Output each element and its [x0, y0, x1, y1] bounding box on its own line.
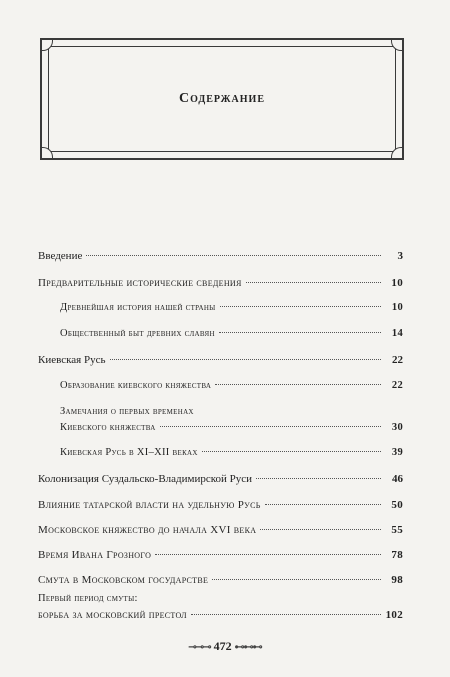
- toc-entry-page: 22: [392, 354, 403, 366]
- dot-leader: [246, 281, 381, 283]
- page-title: Содержание: [178, 91, 266, 106]
- dot-leader: [260, 528, 381, 530]
- toc-entry-title: Введение: [38, 250, 83, 262]
- toc-entry-page: 50: [391, 499, 403, 511]
- frame-corner-ornament: [391, 147, 402, 158]
- toc-subentry: [60, 380, 403, 391]
- toc-entry-page: 30: [391, 422, 403, 433]
- frame-corner-ornament: [42, 40, 53, 51]
- toc-entry: [38, 499, 403, 511]
- dot-leader: [155, 553, 381, 555]
- dot-leader: [215, 383, 381, 385]
- toc-entry-page: 22: [391, 380, 403, 391]
- toc-entry-page: 10: [391, 277, 403, 289]
- dot-leader: [256, 477, 381, 479]
- toc-entry-page: 39: [391, 447, 403, 458]
- frame-corner-ornament: [391, 40, 402, 51]
- toc-entry-title: Образование киевского княжества: [60, 380, 212, 391]
- toc-entry: [38, 549, 403, 561]
- toc-entry-title: Киевская Русь: [38, 354, 106, 366]
- toc-subentry: [60, 328, 403, 339]
- toc-entry: [38, 354, 403, 366]
- toc-entry-page: 10: [391, 302, 403, 313]
- title-frame-inner: [48, 46, 396, 152]
- toc-entry-page: 14: [391, 328, 403, 339]
- toc-entry-page: 78: [391, 549, 403, 561]
- dot-leader: [219, 331, 381, 333]
- toc-entry-title: Общественный быт древних славян: [60, 328, 215, 339]
- dot-leader: [212, 578, 381, 580]
- toc-subentry: [60, 447, 403, 458]
- toc-subentry: [60, 302, 403, 313]
- dot-leader: [202, 450, 381, 452]
- toc-entry-title: борьба за московский престол: [38, 609, 187, 621]
- dot-leader: [86, 254, 381, 256]
- ornament-right-icon: ⊷⊷⊷: [234, 642, 262, 653]
- page-number: 472: [213, 639, 232, 653]
- page-footer: [0, 639, 450, 654]
- toc-subentry: [60, 422, 403, 433]
- toc-entry-title: Киевского княжества: [60, 422, 156, 433]
- toc-entry-title-line1: Замечания о первых временах: [60, 406, 194, 417]
- ornament-left-icon: ⊸⊸⊸: [188, 642, 211, 653]
- toc-entry: [38, 524, 403, 536]
- toc-entry: [38, 250, 403, 262]
- dot-leader: [191, 613, 381, 615]
- dot-leader: [160, 425, 381, 427]
- toc-entry: [38, 277, 403, 289]
- dot-leader: [110, 358, 381, 360]
- toc-entry-page: 3: [397, 250, 403, 262]
- toc-entry-title: Колонизация Суздальско-Владимирской Руси: [38, 473, 253, 485]
- toc-entry-page: 46: [392, 473, 403, 485]
- frame-corner-ornament: [42, 147, 53, 158]
- toc-entry: [38, 473, 403, 485]
- dot-leader: [265, 503, 381, 505]
- toc-entry: [38, 574, 403, 586]
- toc-entry-title: Древнейшая история нашей страны: [60, 302, 216, 313]
- toc-entry-title: Московское княжество до начала XVI века: [38, 524, 257, 536]
- toc-entry-title: Смута в Московском государстве: [38, 574, 209, 586]
- toc-entry-title: Влияние татарской власти на удельную Русь: [38, 499, 261, 511]
- dot-leader: [220, 305, 381, 307]
- title-frame: [40, 38, 404, 160]
- toc-entry-page: 55: [391, 524, 403, 536]
- toc-entry-page: 98: [391, 574, 403, 586]
- toc-entry-title: Предварительные исторические сведения: [38, 277, 242, 289]
- toc-entry-title-line1: Первый период смуты:: [38, 593, 138, 604]
- toc-entry: [38, 609, 403, 621]
- toc-entry-title: Время Ивана Грозного: [38, 549, 152, 561]
- toc-entry-title: Киевская Русь в XI–XII веках: [60, 447, 198, 458]
- toc-entry-page: 102: [385, 609, 403, 621]
